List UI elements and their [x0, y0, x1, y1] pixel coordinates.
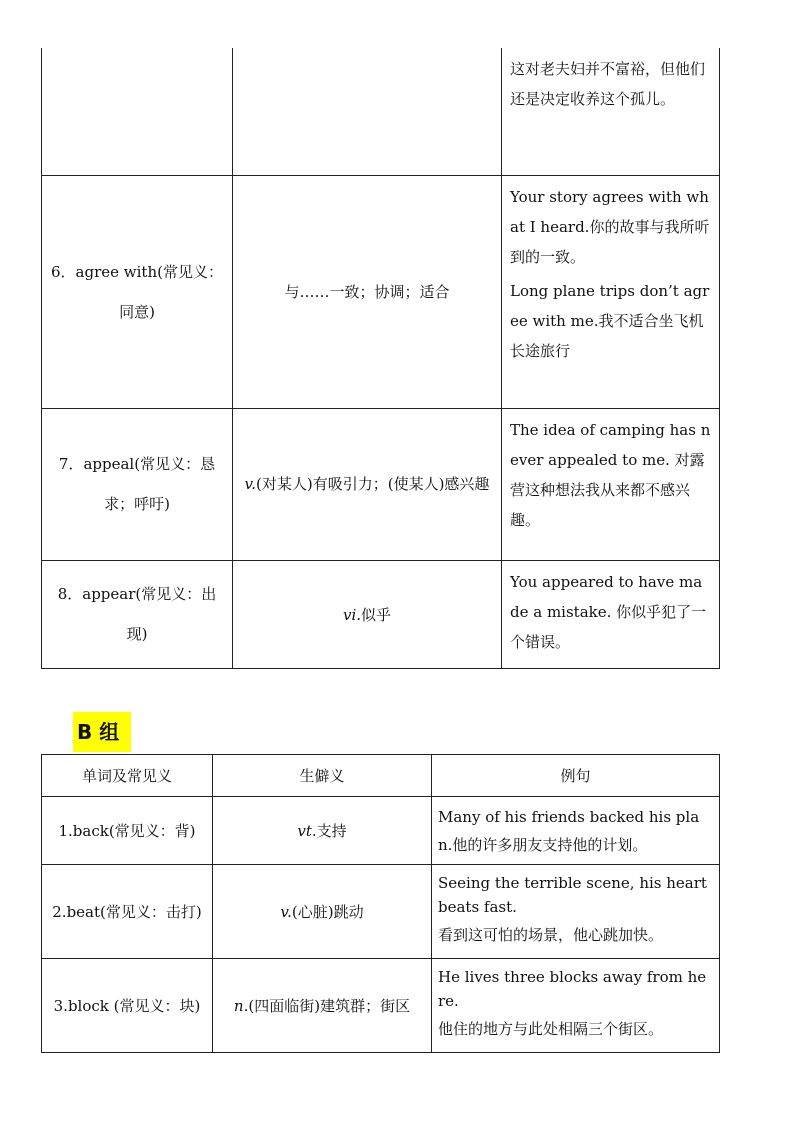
- word-cell: [42, 408, 233, 560]
- pos-label: v.: [280, 903, 292, 921]
- example-cell: [432, 797, 720, 865]
- pos-label: vt.: [297, 822, 317, 840]
- pos-label: n.: [233, 997, 249, 1015]
- meaning-text: (心脏)跳动: [291, 903, 364, 921]
- example-cell: [432, 865, 720, 959]
- example-text: Your story agrees with what I heard.你的故事与我所听到的一致。: [510, 187, 710, 266]
- word-cell: [42, 560, 233, 668]
- word-cell: [42, 865, 213, 959]
- table-header-row: [42, 755, 720, 797]
- word-cell: [42, 175, 233, 408]
- meaning-cell: [213, 959, 432, 1053]
- example-cell: [502, 175, 720, 408]
- pos-label: vi.: [342, 605, 362, 624]
- header-word: 单词及常见义: [42, 755, 213, 797]
- vocab-table-a: [41, 48, 720, 669]
- meaning-text: 与……一致；协调；适合: [284, 283, 450, 301]
- word-text: 2.beat(常见义：击打): [52, 903, 202, 921]
- word-text: 6．agree with(常见义：同意): [51, 262, 223, 321]
- meaning-text: (四面临街)建筑群；街区: [248, 997, 411, 1015]
- example-text: The idea of camping has never appealed to me. 对露营这种想法我从来都不感兴趣。: [510, 420, 711, 529]
- header-example: 例句: [432, 755, 720, 797]
- example-text: 他住的地方与此处相隔三个街区。: [438, 1020, 664, 1038]
- table-row: [42, 797, 720, 865]
- table-row: [42, 865, 720, 959]
- word-text: 1.back(常见义：背): [58, 822, 196, 840]
- meaning-cell: [213, 797, 432, 865]
- meaning-cell: [233, 560, 502, 668]
- word-cell: [42, 797, 213, 865]
- example-cell: [502, 48, 720, 175]
- header-meaning: 生僻义: [213, 755, 432, 797]
- example-text: Long plane trips don’t agree with me.我不适合坐飞机长途旅行: [510, 281, 710, 360]
- example-cell: [432, 959, 720, 1053]
- word-text: 8．appear(常见义：出现): [57, 585, 217, 643]
- meaning-cell: [233, 48, 502, 175]
- meaning-cell: [233, 175, 502, 408]
- example-cell: [502, 560, 720, 668]
- word-text: 3.block (常见义：块): [53, 997, 201, 1015]
- table-row: [42, 175, 720, 408]
- example-text: 这对老夫妇并不富裕，但他们还是决定收养这个孤儿。: [510, 60, 706, 108]
- example-text: He lives three blocks away from here.: [438, 968, 707, 1010]
- table-row: [42, 959, 720, 1053]
- meaning-cell: [233, 408, 502, 560]
- meaning-text: 似乎: [361, 605, 392, 624]
- example-text: You appeared to have made a mistake. 你似乎犯了一个错误。: [510, 572, 707, 651]
- word-text: 7．appeal(常见义：恳求；呼吁): [58, 455, 216, 513]
- example-text: Seeing the terrible scene, his heart beats fast.: [438, 874, 707, 916]
- table-row: [42, 48, 720, 175]
- word-cell: [42, 959, 213, 1053]
- example-cell: [502, 408, 720, 560]
- vocab-table-b: [41, 754, 720, 1053]
- meaning-text: 支持: [316, 822, 347, 840]
- meaning-text: (对某人)有吸引力；(使某人)感兴趣: [256, 475, 490, 493]
- table-row: [42, 408, 720, 560]
- example-text: Many of his friends backed his plan.他的许多朋友支持他的计划。: [438, 808, 700, 854]
- table-row: [42, 560, 720, 668]
- pos-label: v.: [244, 475, 257, 493]
- section-b-label: B 组: [73, 712, 131, 752]
- example-text: 看到这可怕的场景，他心跳加快。: [438, 926, 664, 944]
- word-cell: [42, 48, 233, 175]
- meaning-cell: [213, 865, 432, 959]
